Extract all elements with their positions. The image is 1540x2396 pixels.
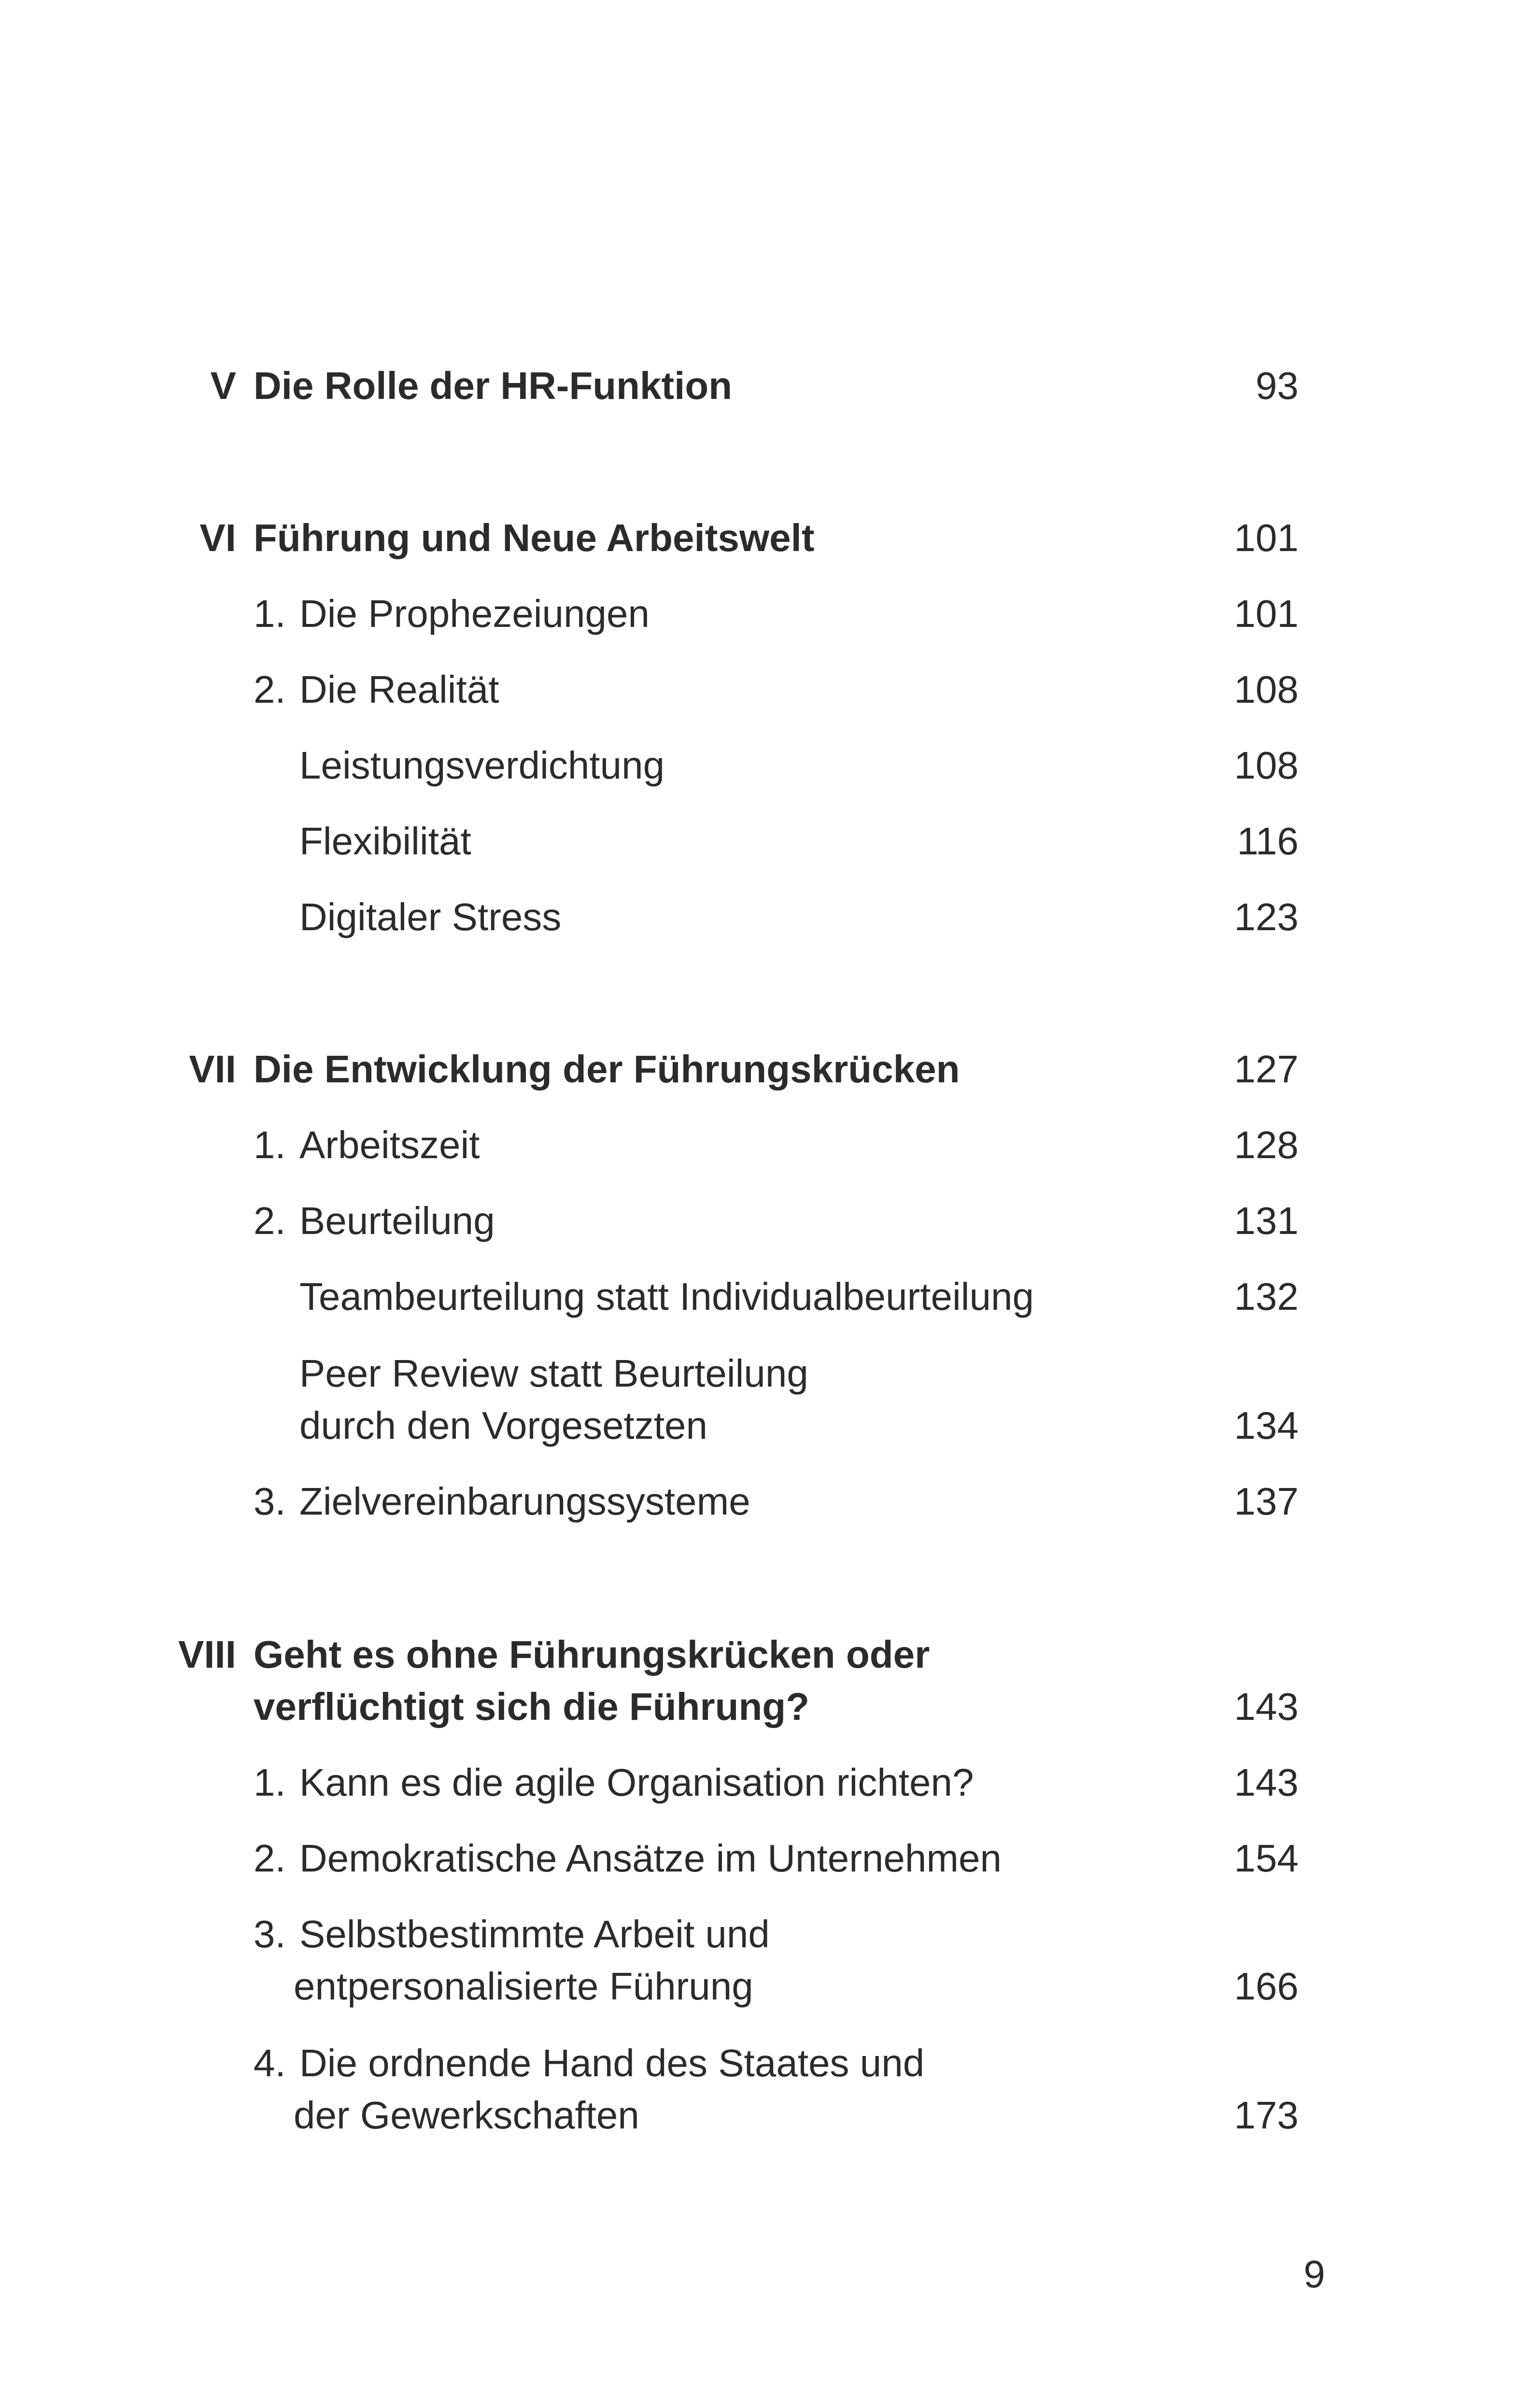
chapter-number: VI — [199, 516, 236, 559]
page-number: 101 — [1234, 592, 1299, 635]
chapter-title: Geht es ohne Führungskrücken oder — [254, 1633, 930, 1676]
page-number: 123 — [1234, 895, 1299, 938]
page-number: 108 — [1234, 668, 1299, 711]
section-title: Beurteilung — [299, 1199, 495, 1242]
page-number: 116 — [1237, 820, 1299, 863]
section-title: Kann es die agile Organisation richten? — [299, 1761, 974, 1804]
page-number: 166 — [1234, 1965, 1299, 2008]
chapter-title: Führung und Neue Arbeitswelt — [254, 516, 815, 559]
page-number: 137 — [1234, 1480, 1299, 1523]
section-number: 2. — [254, 1837, 286, 1880]
section-number: 1. — [254, 1123, 286, 1166]
subsection-title: Digitaler Stress — [299, 895, 562, 938]
page-number: 132 — [1234, 1275, 1299, 1318]
chapter-number: VIII — [178, 1633, 236, 1676]
subsection-title: Leistungsverdichtung — [299, 744, 665, 787]
section-title: Die ordnende Hand des Staates und — [299, 2042, 925, 2084]
section-number: 1. — [254, 1761, 286, 1804]
section-title: Arbeitszeit — [299, 1123, 480, 1166]
section-title: Selbstbestimmte Arbeit und — [299, 1913, 770, 1956]
section-number: 3. — [254, 1480, 286, 1523]
page-number: 127 — [1234, 1048, 1299, 1091]
section-title: Die Realität — [299, 668, 499, 711]
chapter-title: Die Rolle der HR-Funktion — [254, 364, 733, 407]
section-number: 2. — [254, 1199, 286, 1242]
page-number: 131 — [1234, 1199, 1299, 1242]
subsection-title: Teambeurteilung statt Individualbeurteilung — [299, 1275, 1034, 1318]
chapter-number: VII — [189, 1048, 236, 1091]
page-number: 93 — [1256, 364, 1299, 407]
page-number: 101 — [1234, 516, 1299, 559]
page-number: 173 — [1234, 2094, 1299, 2137]
subsection-title-continued: durch den Vorgesetzten — [299, 1404, 708, 1447]
subsection-title: Peer Review statt Beurteilung — [299, 1352, 808, 1395]
page-number: 143 — [1234, 1685, 1299, 1728]
chapter-number: V — [210, 364, 236, 407]
section-number: 4. — [254, 2042, 286, 2084]
section-title: Zielvereinbarungssysteme — [299, 1480, 750, 1523]
page-number: 128 — [1234, 1123, 1299, 1166]
page-number: 134 — [1234, 1404, 1299, 1447]
page-number: 154 — [1234, 1837, 1299, 1880]
section-title-continued: der Gewerkschaften — [294, 2094, 639, 2137]
chapter-title-continued: verflüchtigt sich die Führung? — [254, 1685, 810, 1728]
page-number: 143 — [1234, 1761, 1299, 1804]
section-number: 2. — [254, 668, 286, 711]
section-title-continued: entpersonalisierte Führung — [294, 1965, 753, 2008]
folio-page-number: 9 — [1303, 2253, 1325, 2296]
subsection-title: Flexibilität — [299, 820, 471, 863]
page-number: 108 — [1234, 744, 1299, 787]
section-number: 1. — [254, 592, 286, 635]
section-title: Die Prophezeiungen — [299, 592, 650, 635]
chapter-title: Die Entwicklung der Führungskrücken — [254, 1048, 960, 1091]
section-number: 3. — [254, 1913, 286, 1956]
section-title: Demokratische Ansätze im Unternehmen — [299, 1837, 1002, 1880]
